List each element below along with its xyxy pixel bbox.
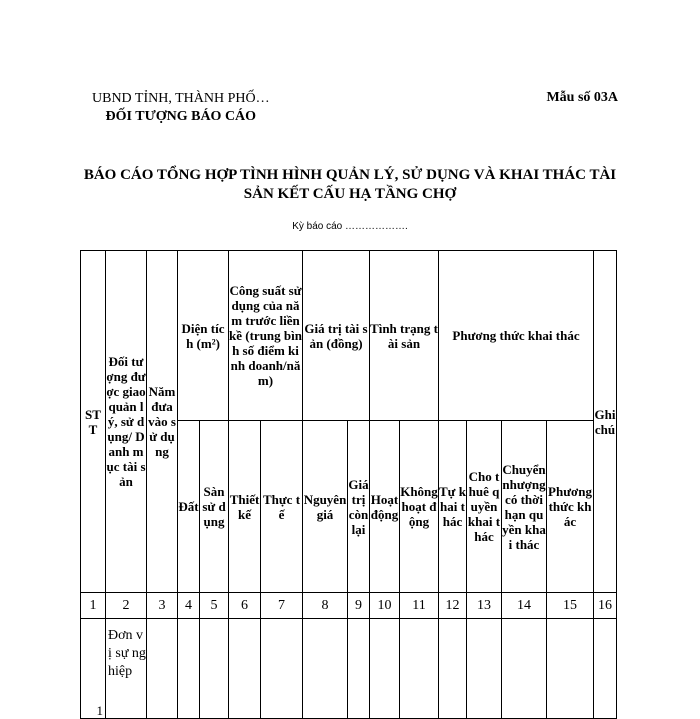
header-lease: Cho thuê quyền khai thác — [467, 421, 502, 593]
column-number: 3 — [147, 593, 178, 619]
column-number: 9 — [348, 593, 370, 619]
header-stt: STT — [81, 251, 106, 593]
header-remaining-value: Giá trị còn lại — [348, 421, 370, 593]
header-methods: Phương thức khai thác — [439, 251, 594, 421]
column-number: 4 — [178, 593, 200, 619]
column-number: 12 — [439, 593, 467, 619]
header-capacity: Công suất sử dụng của năm trước liền kề (trung bình số điểm kinh doanh/năm) — [229, 251, 303, 421]
header-original-price: Nguyên giá — [303, 421, 348, 593]
table-cell — [400, 619, 439, 719]
authority-name: UBND TỈNH, THÀNH PHỐ… — [92, 91, 270, 106]
table-cell — [178, 619, 200, 719]
table-cell — [200, 619, 229, 719]
header-object: Đối tượng được giao quản lý, sử dụng/ Danh mục tài sản — [106, 251, 147, 593]
header-status: Tình trạng tài sản — [370, 251, 439, 421]
report-period: Kỳ báo cáo ………………. — [292, 221, 408, 232]
header-transfer: Chuyển nhượng có thời hạn quyền khai thác — [502, 421, 547, 593]
table-cell — [439, 619, 467, 719]
table-cell — [348, 619, 370, 719]
issuing-authority-block — [92, 90, 270, 126]
table-cell — [502, 619, 547, 719]
column-number: 1 — [81, 593, 106, 619]
header-value: Giá trị tài sản (đồng) — [303, 251, 370, 421]
column-number: 2 — [106, 593, 147, 619]
column-number: 7 — [261, 593, 303, 619]
column-number: 13 — [467, 593, 502, 619]
column-number: 5 — [200, 593, 229, 619]
header-other: Phương thức khác — [547, 421, 594, 593]
header-floor: Sàn sử dụng — [200, 421, 229, 593]
form-number: Mẫu số 03A — [546, 90, 618, 105]
table-cell — [370, 619, 400, 719]
report-title: BÁO CÁO TỔNG HỢP TÌNH HÌNH QUẢN LÝ, SỬ DỤNG VÀ KHAI THÁC TÀI SẢN KẾT CẤU HẠ TẦNG CHỢ — [83, 167, 617, 202]
header-year: Năm đưa vào sử dụng — [147, 251, 178, 593]
column-number: 8 — [303, 593, 348, 619]
column-number: 6 — [229, 593, 261, 619]
column-number: 10 — [370, 593, 400, 619]
column-number: 16 — [594, 593, 617, 619]
header-operating: Hoạt động — [370, 421, 400, 593]
table-cell — [594, 619, 617, 719]
header-area: Diện tích (m²) — [178, 251, 229, 421]
header-notes: Ghi chú — [594, 251, 617, 593]
table-cell — [547, 619, 594, 719]
header-not-operating: Không hoạt động — [400, 421, 439, 593]
table-cell — [261, 619, 303, 719]
header-actual: Thực tế — [261, 421, 303, 593]
report-table — [80, 250, 617, 719]
header-land: Đất — [178, 421, 200, 593]
column-number: 11 — [400, 593, 439, 619]
column-number: 15 — [547, 593, 594, 619]
row-stt: 1 — [81, 619, 106, 719]
reporting-subject: ĐỐI TƯỢNG BÁO CÁO — [105, 109, 257, 124]
row-object-name: Đơn vị sự nghiệp — [106, 619, 147, 719]
table-cell — [303, 619, 348, 719]
table-cell — [229, 619, 261, 719]
header-self-operate: Tự khai thác — [439, 421, 467, 593]
column-number: 14 — [502, 593, 547, 619]
header-design: Thiết kế — [229, 421, 261, 593]
table-cell — [467, 619, 502, 719]
table-cell — [147, 619, 178, 719]
